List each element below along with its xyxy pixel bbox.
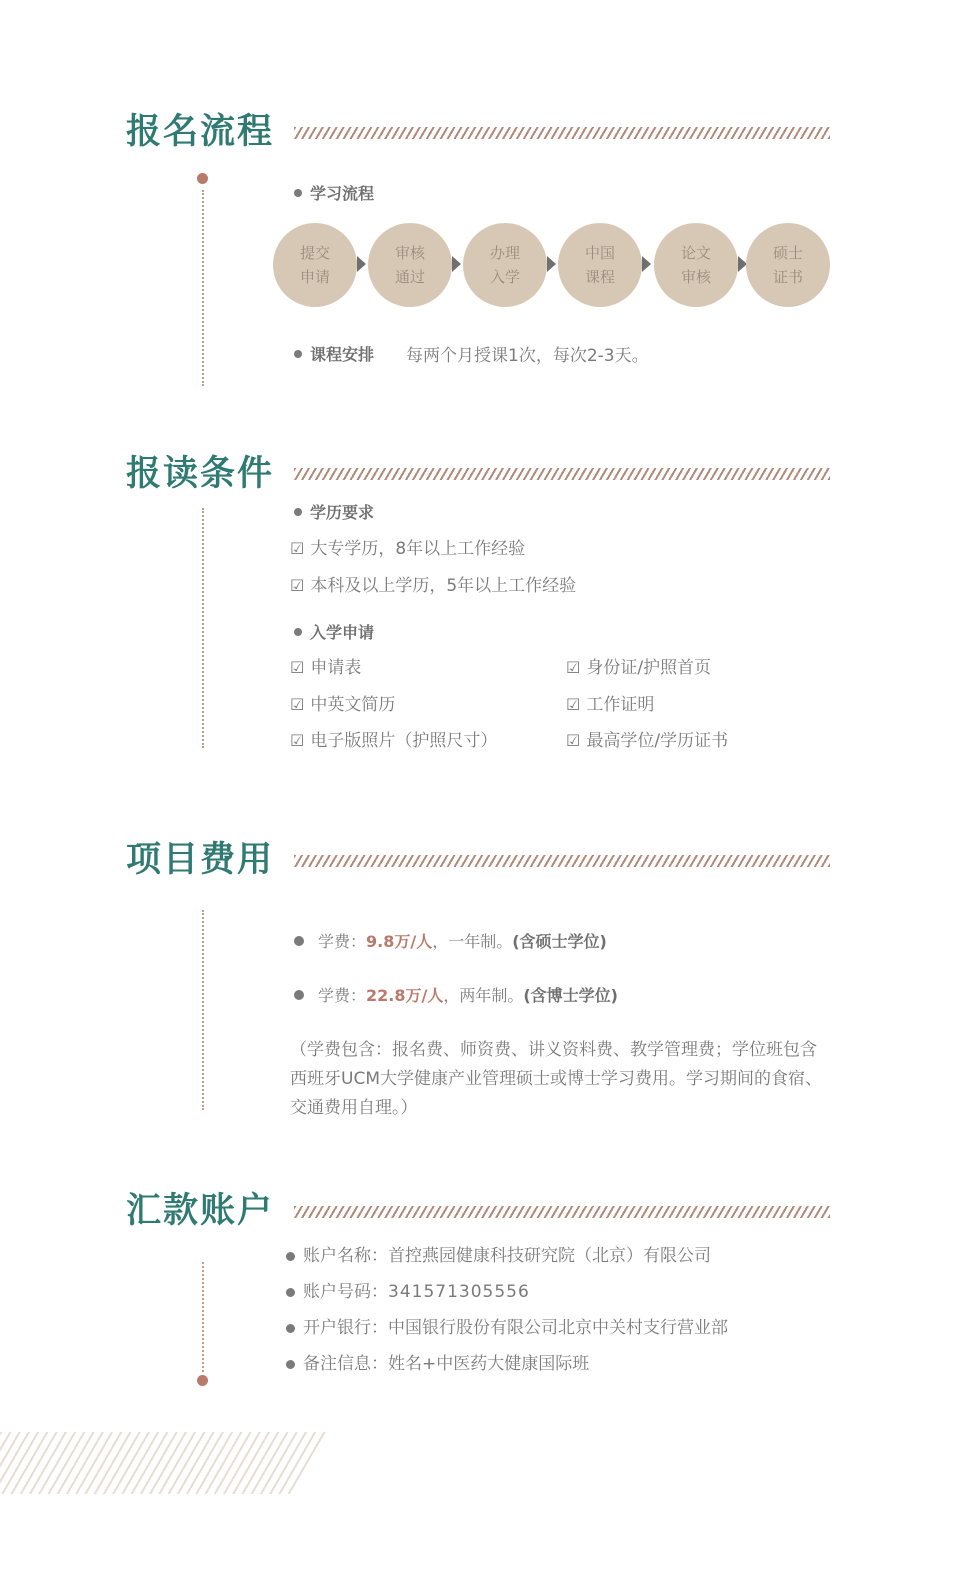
study-flow-heading: 学习流程 [294,181,374,204]
flow-step-5: 论文 审核 [654,223,738,307]
bullet-icon [286,1288,295,1297]
checkbox-icon: ☑ [290,695,305,714]
application-item: ☑ 最高学位/学历证书 [566,731,729,751]
title-stripe-divider [294,1206,830,1218]
bullet-icon [294,189,302,197]
timeline-end-dot [197,1375,208,1386]
checkbox-icon: ☑ [566,695,581,714]
checkbox-icon: ☑ [290,539,305,558]
flow-step-4: 中国 课程 [558,223,642,307]
decorative-stripe-band [0,1432,330,1494]
flow-arrow-icon [642,256,651,272]
fee-amount: 9.8万/人 [366,932,433,951]
bullet-icon [294,628,302,636]
bullet-icon [286,1360,295,1369]
title-stripe-divider [294,127,830,139]
flow-arrow-icon [357,256,366,272]
checkbox-icon: ☑ [290,658,305,677]
title-stripe-divider [294,468,830,480]
checkbox-icon: ☑ [566,731,581,750]
title-stripe-divider [294,855,830,867]
checkbox-icon: ☑ [290,576,305,595]
bullet-icon [286,1324,295,1333]
fee-amount: 22.8万/人 [366,986,444,1005]
application-item: ☑ 工作证明 [566,695,655,715]
section-title-conditions: 报读条件 [126,454,275,494]
edu-requirement-heading: 学历要求 [294,500,374,523]
flow-arrow-icon [547,256,556,272]
bullet-icon [294,990,304,1000]
schedule-heading: 课程安排 每两个月授课1次，每次2-3天。 [294,341,649,366]
timeline-line [202,1262,204,1372]
application-heading: 入学申请 [294,620,374,643]
edu-item: ☑ 本科及以上学历，5年以上工作经验 [290,576,577,596]
section-title-account: 汇款账户 [126,1191,275,1231]
account-number-row: 账户号码： 341571305556 [286,1281,530,1303]
account-bank-row: 开户银行： 中国银行股份有限公司北京中关村支行营业部 [286,1317,728,1339]
timeline-line [202,190,204,386]
application-item: ☑ 身份证/护照首页 [566,658,712,678]
edu-item: ☑ 大专学历，8年以上工作经验 [290,539,526,559]
bullet-icon [294,936,304,946]
application-item: ☑ 申请表 [290,658,362,678]
flow-step-3: 办理 入学 [463,223,547,307]
account-name-row: 账户名称： 首控燕园健康科技研究院（北京）有限公司 [286,1245,711,1267]
application-item: ☑ 中英文简历 [290,695,396,715]
application-item: ☑ 电子版照片（护照尺寸） [290,731,498,751]
account-remark-row: 备注信息： 姓名+中医药大健康国际班 [286,1353,589,1375]
flow-step-1: 提交 申请 [273,223,357,307]
flow-arrow-icon [452,256,461,272]
timeline-line [202,910,204,1110]
fee-note: （学费包含：报名费、师资费、讲义资料费、教学管理费；学位班包含西班牙UCM大学健康产业管理硕士或博士学习费用。学习期间的食宿、交通费用自理。） [290,1040,822,1118]
schedule-text: 每两个月授课1次，每次2-3天。 [406,346,649,366]
flow-step-6: 硕士 证书 [746,223,830,307]
timeline-start-dot [197,173,208,184]
timeline-line [202,508,204,748]
fee-item-doctor: 学费： 22.8万/人 ，两年制。 (含博士学位) [294,983,618,1006]
checkbox-icon: ☑ [290,731,305,750]
fee-item-master: 学费： 9.8万/人 ，一年制。 (含硕士学位) [294,929,607,952]
section-title-registration: 报名流程 [126,112,275,152]
bullet-icon [294,350,302,358]
bullet-icon [286,1252,295,1261]
checkbox-icon: ☑ [566,658,581,677]
bullet-icon [294,508,302,516]
section-title-fees: 项目费用 [126,840,275,880]
flow-step-2: 审核 通过 [368,223,452,307]
